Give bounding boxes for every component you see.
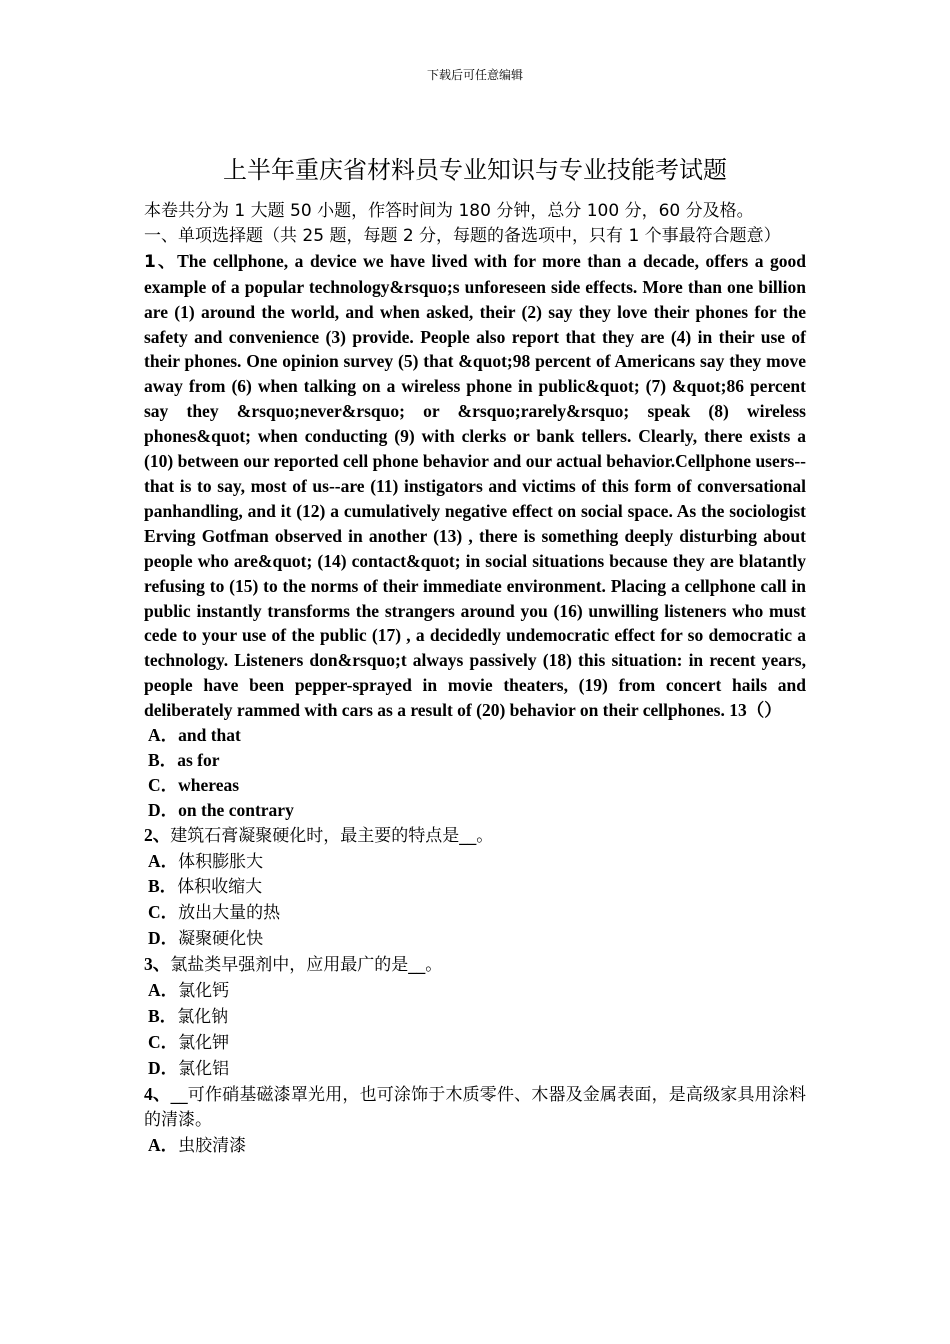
option-a[interactable]: A．and that [148,725,241,746]
question-body: 氯盐类早强剂中，应用最广的是__。 [170,955,443,976]
option-b[interactable]: B．as for [148,749,220,770]
question-body: 建筑石膏凝聚硬化时，最主要的特点是__。 [170,825,494,846]
question-text [144,823,806,849]
option-b[interactable]: B．体积收缩大 [148,876,263,898]
question-number: 2、 [144,824,171,845]
option-d[interactable]: D．凝聚硬化快 [148,928,264,950]
section-heading: 一、单项选择题（共 25 题，每题 2 分，每题的备选项中，只有 1 个事最符合题意） [144,225,781,246]
question-text [144,1082,806,1133]
question-2 [144,823,806,953]
page-title: 上半年重庆省材料员专业知识与专业技能考试题 [223,156,727,184]
question-text [144,249,806,723]
question-body: The cellphone, a device we have lived with for more than a decade, offers a good example of a popular technology&rsquo;s unforeseen side effects. More than one billion are (1) around the world, and when asked, their (2) say they love their phones for the safety and convenience (3) provide. People also report that they are (4) in their use of their phones. One opinion survey (5) that &quot;98 percent of Americans say they move away from (6) when talking on a wireless phone in public&quot; (7) &quot;86 percent say they &rsquo;never&rsquo; or &rsquo;rarely&rsquo; speak (8) wireless phones&quot; when conducting (9) with clerks or bank tellers. Clearly, there exists a (10) between our reported cell phone behavior and our actual behavior.Cellphone users--that is to say, most of us--are (11) instigators and victims of this form of conversational panhandling, and it (12) a cumulatively negative effect on social space. As the sociologist Erving Gotfman observed in another (13) , there is something deeply disturbing about people who are&quot; (14) contact&quot; in social situations because they are blatantly refusing to (15) to the norms of their immediate environment. Placing a cellphone call in public instantly transforms the strangers around you (16) unwilling listeners who must cede to your use of the public (17) , a decidedly undemocratic effect for so democratic a technology. Listeners don&rsquo;t always passively (18) this situation: in recent years, people have been pepper-sprayed in movie theaters, (19) from concert hails and deliberately rammed with cars as a result of (20) behavior on their cellphones. 13（） [144,250,806,721]
question-number: 4、 [144,1083,171,1104]
option-c[interactable]: C．氯化钾 [148,1031,230,1053]
option-b[interactable]: B．氯化钠 [148,1006,229,1027]
question-number: 1、 [144,251,178,272]
option-c[interactable]: C．whereas [148,774,240,795]
option-a[interactable]: A．虫胶清漆 [148,1134,247,1156]
option-d[interactable]: D．on the contrary [148,799,294,820]
question-number: 3、 [144,954,171,975]
question-body: __可作硝基磁漆罩光用，也可涂饰于木质零件、木器及金属表面，是高级家具用涂料的清漆。 [144,1084,807,1130]
question-text [144,952,806,978]
option-d[interactable]: D．氯化铝 [148,1057,230,1079]
question-3 [144,952,806,1082]
option-a[interactable]: A．体积膨胀大 [148,850,264,872]
option-c[interactable]: C．放出大量的热 [148,902,281,924]
option-a[interactable]: A．氯化钙 [148,980,230,1002]
question-4 [144,1082,806,1159]
header-note: 下载后可任意编辑 [426,68,523,82]
question-1 [144,249,806,823]
document-body [144,199,806,1158]
exam-intro: 本卷共分为 1 大题 50 小题，作答时间为 180 分钟，总分 100 分，60 分及格。 [144,201,754,221]
